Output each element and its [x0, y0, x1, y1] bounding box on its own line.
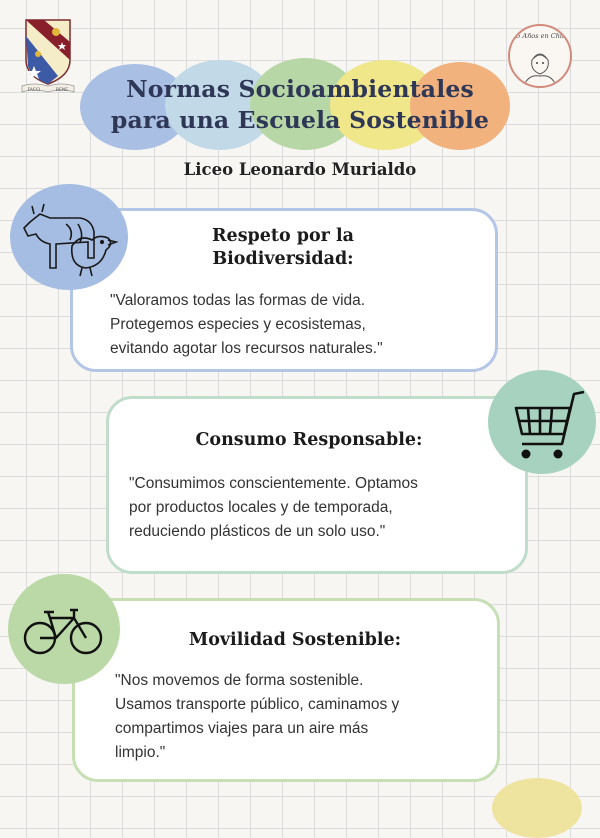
card-responsible-consumption — [106, 396, 528, 574]
card-title: Movilidad Sostenible: — [188, 630, 402, 650]
card-biodiversity — [70, 208, 498, 372]
card-body: "Valoramos todas las formas de vida. Protegemos especies y ecosistemas, evitando agotar los recursos naturales." — [110, 292, 383, 357]
mobility-icon-bg — [8, 574, 120, 684]
card-title: Respeto por la Biodiversidad: — [212, 226, 354, 269]
school-name: Liceo Leonardo Murialdo — [183, 160, 417, 179]
badge-text: 75 Años en Chile — [512, 32, 568, 40]
next-section-icon-bg — [492, 778, 582, 838]
card-sustainable-mobility — [72, 598, 500, 782]
shopping-cart-icon — [488, 370, 596, 474]
crest-motto-right: BENE — [55, 88, 69, 93]
card-body: "Nos movemos de forma sostenible. Usamos transporte público, caminamos y compartimos viajes para un aire más limpio." — [115, 672, 400, 761]
title-line-1: Normas Socioambientales — [126, 75, 474, 103]
biodiversity-icon-bg — [10, 184, 128, 290]
card-title: Consumo Responsable: — [195, 430, 423, 450]
bicycle-icon — [8, 574, 120, 684]
animals-icon — [10, 184, 128, 290]
card-body: "Consumimos conscientemente. Optamos por productos locales y de temporada, reduciendo plásticos de un solo uso." — [129, 475, 418, 540]
page-title — [60, 74, 540, 136]
title-line-2: para una Escuela Sostenible — [110, 106, 490, 134]
consumption-icon-bg — [488, 370, 596, 474]
crest-motto-left: FACCI — [27, 88, 41, 93]
